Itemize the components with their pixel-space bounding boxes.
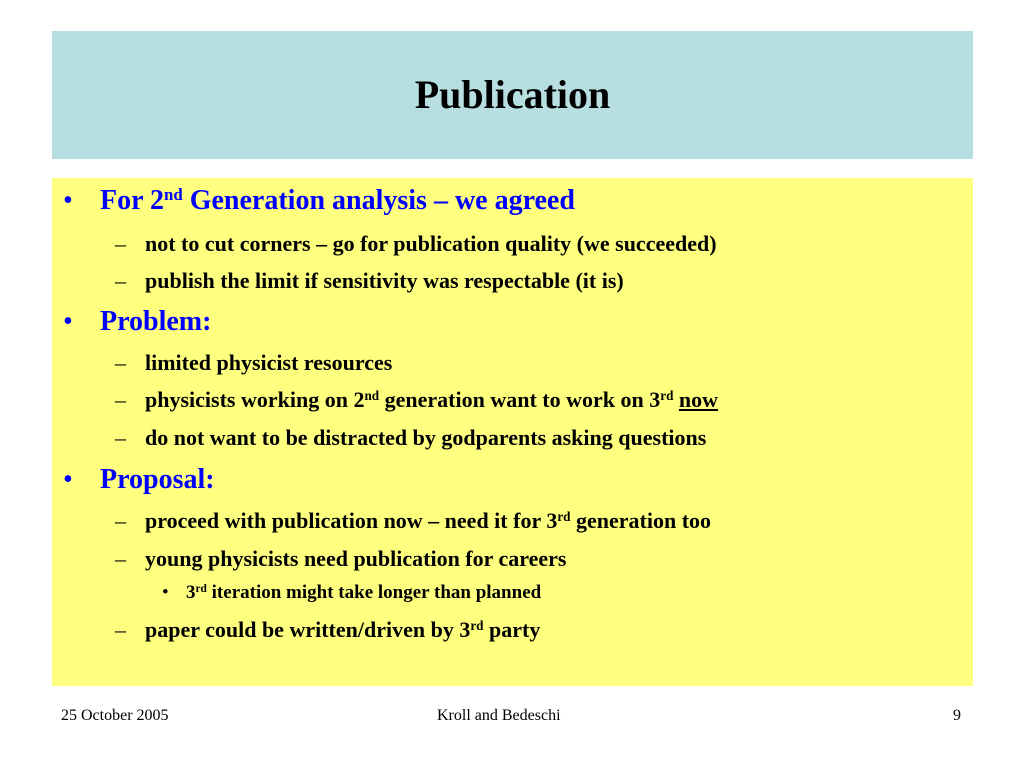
footer-page-number: 9 [953,707,961,724]
sub-bullet-text-part: party [483,617,541,642]
bullet-marker: • [162,582,169,603]
sub-bullet-text [145,508,711,534]
dash-marker: – [115,508,126,533]
sub-bullet-text-part: physicists working on 2 [145,387,365,412]
dash-marker: – [115,546,126,571]
sub-bullet-text [145,617,540,643]
superscript: rd [660,387,674,403]
sub-bullet-text-part: paper could be written/driven by 3 [145,617,471,642]
sub-bullet-text: young physicists need publication for careers [145,546,567,571]
sub-bullet-text: not to cut corners – go for publication quality (we succeeded) [145,231,717,256]
dash-marker: – [115,425,126,450]
bullet-marker: • [63,306,73,337]
sub-sub-bullet-text-part: 3 [186,582,196,603]
bullet-text [100,185,575,217]
superscript: rd [195,582,207,595]
sub-bullet-text: publish the limit if sensitivity was respectable (it is) [145,268,624,293]
emphasis-now: now [678,387,719,412]
dash-marker: – [115,387,126,412]
title-panel [52,31,973,159]
dash-marker: – [115,231,126,256]
dash-marker: – [115,350,126,375]
slide-title: Publication [414,71,611,117]
superscript: nd [364,387,380,403]
content-panel [52,178,973,686]
sub-bullet-text: limited physicist resources [145,350,393,375]
bullet-marker: • [63,185,73,216]
sub-bullet-text: do not want to be distracted by godparents asking questions [145,425,707,450]
footer-date: 25 October 2005 [61,707,169,724]
dash-marker: – [115,268,126,293]
dash-marker: – [115,617,126,642]
bullet-marker: • [63,464,73,495]
sub-sub-bullet-text-part: iteration might take longer than planned [206,582,542,603]
sub-bullet-text-part: generation want to work on 3 [379,387,661,412]
sub-sub-bullet-text [186,582,541,604]
footer-authors: Kroll and Bedeschi [437,707,561,724]
bullet-text-part: For 2 [100,185,165,216]
sub-bullet-text-part: generation too [570,508,712,533]
bullet-text: Proposal: [100,464,215,495]
superscript: rd [557,508,571,524]
bullet-text-part: Generation analysis – we agreed [182,185,575,216]
superscript: rd [470,617,484,633]
sub-bullet-text-part: proceed with publication now – need it for 3 [145,508,558,533]
sub-bullet-text [145,387,718,413]
bullet-text: Problem: [100,306,212,337]
superscript: nd [164,184,183,204]
